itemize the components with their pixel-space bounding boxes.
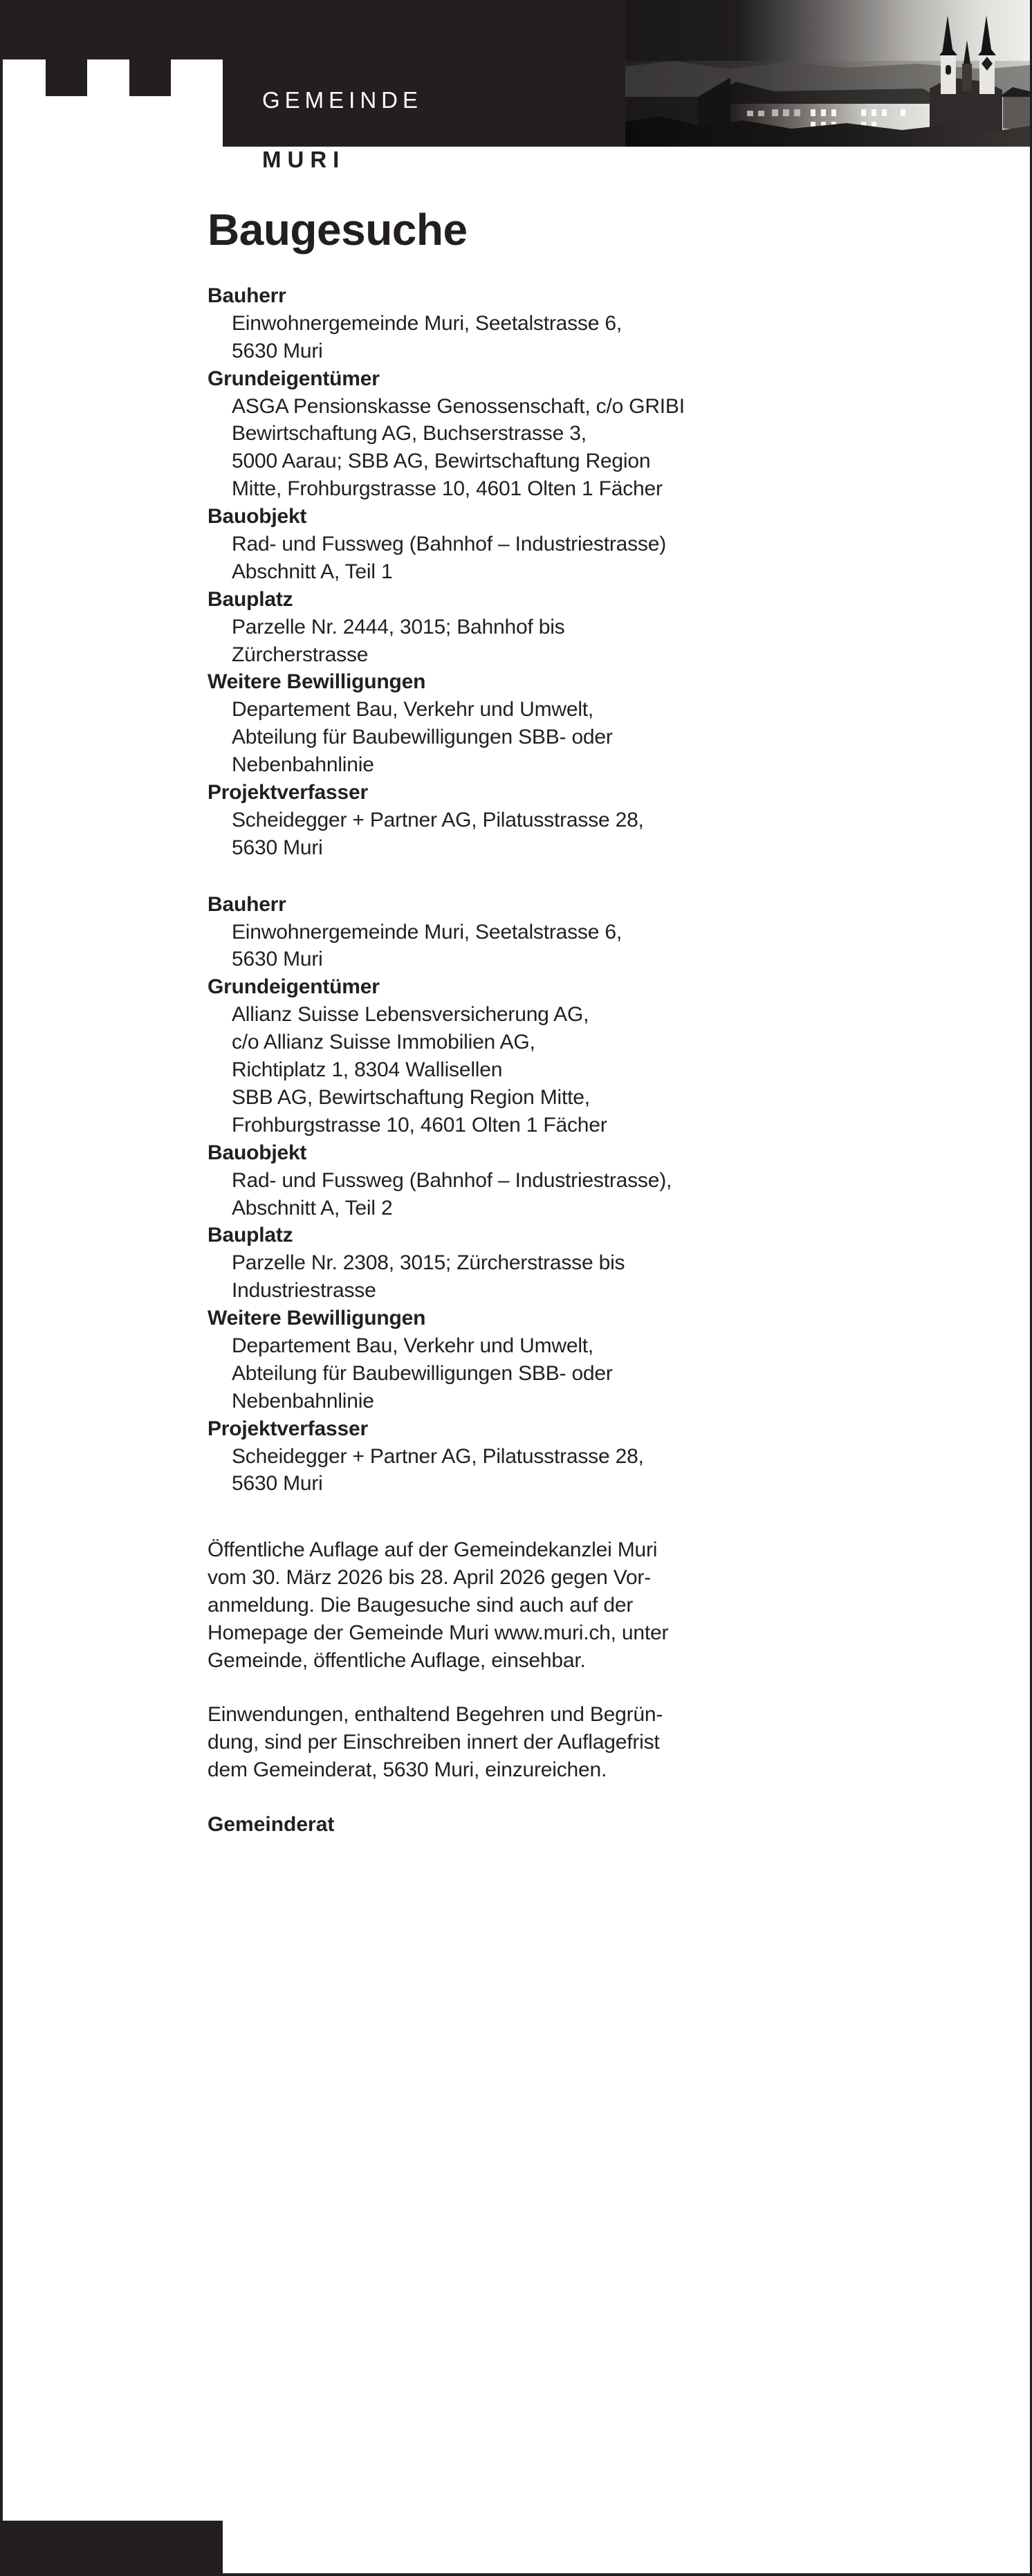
field-value-line: Industriestrasse: [232, 1279, 376, 1303]
field-value-line: Departement Bau, Verkehr und Umwelt,: [232, 1334, 594, 1357]
field-label: Projektverfasser: [208, 1417, 368, 1440]
field-value-line: Nebenbahnlinie: [232, 1389, 374, 1413]
field-weitere-bewilligungen: [208, 668, 982, 779]
field-value-line: Frohburgstrasse 10, 4601 Olten 1 Fächer: [232, 1113, 607, 1137]
field-value-line: Abteilung für Baubewilligungen SBB- oder: [232, 1361, 613, 1385]
crenellation-notch: [46, 59, 87, 96]
notice-line: vom 30. März 2026 bis 28. April 2026 gegen Vor-: [208, 1566, 651, 1590]
field-values: [208, 696, 982, 779]
notice-line: anmeldung. Die Baugesuche sind auch auf der: [208, 1594, 634, 1617]
field-value-line: Allianz Suisse Lebensversicherung AG,: [232, 1003, 589, 1027]
page-title: Baugesuche: [208, 205, 468, 255]
field-value-line: Parzelle Nr. 2444, 3015; Bahnhof bis: [232, 615, 565, 638]
field-label: Bauobjekt: [208, 1141, 307, 1164]
field-value-line: Zürcherstrasse: [232, 643, 369, 666]
field-value-line: Departement Bau, Verkehr und Umwelt,: [232, 698, 594, 721]
field-value-line: Bewirtschaftung AG, Buchserstrasse 3,: [232, 422, 587, 445]
notice-line: Öffentliche Auflage auf der Gemeindekanzlei Muri: [208, 1538, 658, 1562]
field-value-line: Abschnitt A, Teil 1: [232, 560, 393, 583]
field-label: Bauplatz: [208, 1224, 293, 1247]
field-value-line: Rad- und Fussweg (Bahnhof – Industriestrasse): [232, 533, 666, 556]
field-bauobjekt: [208, 503, 982, 586]
logo-word-gemeinde: GEMEINDE: [262, 87, 423, 113]
advertisement-body: [208, 205, 982, 1839]
field-bauobjekt: [208, 1139, 982, 1222]
field-values: [208, 1001, 982, 1139]
field-value-line: c/o Allianz Suisse Immobilien AG,: [232, 1031, 535, 1054]
field-value-line: Mitte, Frohburgstrasse 10, 4601 Olten 1 Fächer: [232, 477, 663, 501]
notice-line: dem Gemeinderat, 5630 Muri, einzureichen.: [208, 1758, 607, 1781]
field-value-line: Rad- und Fussweg (Bahnhof – Industriestrasse),: [232, 1168, 672, 1192]
field-values: [208, 919, 982, 974]
field-value-line: 5630 Muri: [232, 836, 323, 859]
notice-paragraph-auflage: [208, 1536, 982, 1674]
castle-crenellation-icon: [3, 59, 223, 148]
notice-line: dung, sind per Einschreiben innert der Auflagefrist: [208, 1730, 660, 1754]
crenellation-notch: [129, 59, 171, 96]
field-values: [208, 1249, 982, 1305]
logo-word-muri: MURI: [262, 147, 346, 172]
page-header: [3, 0, 1030, 147]
notice-line: Einwendungen, enthaltend Begehren und Begrün-: [208, 1702, 663, 1726]
field-values: [208, 1167, 982, 1222]
field-value-line: 5630 Muri: [232, 339, 323, 362]
field-label: Bauherr: [208, 284, 286, 307]
field-bauherr: [208, 891, 982, 974]
footer-dark-block: [3, 2521, 223, 2573]
signature-gemeinderat: Gemeinderat: [208, 1813, 335, 1837]
public-notice: [208, 1536, 982, 1839]
field-value-line: Parzelle Nr. 2308, 3015; Zürcherstrasse bis: [232, 1251, 625, 1275]
field-value-line: 5000 Aarau; SBB AG, Bewirtschaftung Region: [232, 450, 651, 473]
field-value-line: Abschnitt A, Teil 2: [232, 1196, 393, 1220]
field-value-line: SBB AG, Bewirtschaftung Region Mitte,: [232, 1085, 590, 1109]
field-grundeigentuemer: [208, 973, 982, 1139]
field-values: [208, 531, 982, 586]
notice-paragraph-einwendungen: [208, 1701, 982, 1784]
field-label: Grundeigentümer: [208, 367, 380, 390]
field-values: [208, 310, 982, 365]
building-application-entry: [208, 891, 982, 1498]
field-grundeigentuemer: [208, 365, 982, 503]
field-value-line: ASGA Pensionskasse Genossenschaft, c/o GRIBI: [232, 394, 685, 418]
field-label: Bauplatz: [208, 587, 293, 611]
field-projektverfasser: [208, 779, 982, 862]
building-application-entry: [208, 282, 982, 862]
field-label: Bauherr: [208, 892, 286, 916]
muri-monastery-photo: [625, 0, 1030, 147]
field-bauplatz: [208, 1222, 982, 1305]
field-label: Weitere Bewilligungen: [208, 670, 426, 694]
field-value-line: 5630 Muri: [232, 1472, 323, 1496]
field-values: [208, 807, 982, 862]
field-bauherr: [208, 282, 982, 365]
field-bauplatz: [208, 586, 982, 669]
field-value-line: Einwohnergemeinde Muri, Seetalstrasse 6,: [232, 920, 622, 944]
field-weitere-bewilligungen: [208, 1305, 982, 1415]
field-values: [208, 1443, 982, 1498]
field-label: Bauobjekt: [208, 505, 307, 528]
field-values: [208, 393, 982, 504]
field-projektverfasser: [208, 1415, 982, 1498]
field-value-line: Scheidegger + Partner AG, Pilatusstrasse 28,: [232, 808, 644, 831]
field-value-line: Nebenbahnlinie: [232, 753, 374, 777]
field-value-line: Scheidegger + Partner AG, Pilatusstrasse 28,: [232, 1444, 644, 1468]
field-values: [208, 1332, 982, 1415]
field-value-line: Abteilung für Baubewilligungen SBB- oder: [232, 726, 613, 749]
field-label: Weitere Bewilligungen: [208, 1307, 426, 1330]
field-value-line: 5630 Muri: [232, 948, 323, 971]
field-value-line: Richtiplatz 1, 8304 Wallisellen: [232, 1058, 503, 1082]
field-values: [208, 614, 982, 669]
field-label: Grundeigentümer: [208, 975, 380, 999]
notice-line: Gemeinde, öffentliche Auflage, einsehbar.: [208, 1648, 586, 1672]
field-value-line: Einwohnergemeinde Muri, Seetalstrasse 6,: [232, 311, 622, 335]
notice-line: Homepage der Gemeinde Muri www.muri.ch, unter: [208, 1621, 669, 1644]
field-label: Projektverfasser: [208, 781, 368, 804]
